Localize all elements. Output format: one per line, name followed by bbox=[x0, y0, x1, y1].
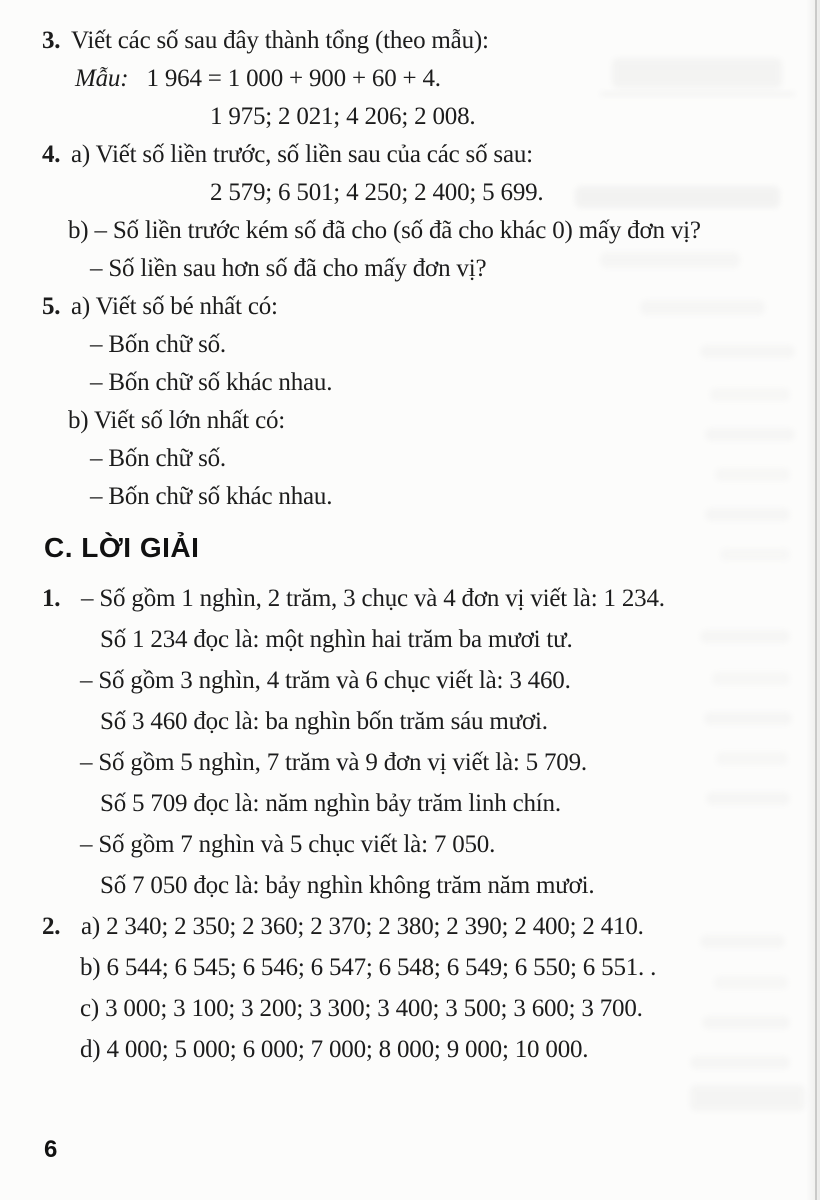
text-line bbox=[80, 824, 800, 865]
line-text: Mẫu: bbox=[75, 65, 129, 92]
text-line bbox=[75, 60, 800, 98]
exercise-section bbox=[42, 22, 800, 516]
page-number: 6 bbox=[44, 1136, 58, 1163]
text-line bbox=[210, 98, 800, 136]
text-line bbox=[90, 250, 800, 288]
line-text: c) 3 000; 3 100; 3 200; 3 300; 3 400; 3 500; 3 600; 3 700. bbox=[80, 995, 643, 1022]
line-text: Số 3 460 đọc là: ba nghìn bốn trăm sáu mươi. bbox=[100, 708, 548, 735]
text-line bbox=[42, 906, 800, 947]
text-line bbox=[100, 865, 800, 906]
line-text: Viết các số sau đây thành tổng (theo mẫu): bbox=[71, 27, 489, 54]
line-text: b) Viết số lớn nhất có: bbox=[68, 407, 286, 434]
text-line bbox=[42, 22, 800, 60]
line-text: 1 975; 2 021; 4 206; 2 008. bbox=[210, 103, 476, 130]
line-text: a) 2 340; 2 350; 2 360; 2 370; 2 380; 2 390; 2 400; 2 410. bbox=[81, 913, 644, 940]
line-text: – Số gồm 3 nghìn, 4 trăm và 6 chục viết là: 3 460. bbox=[80, 667, 571, 694]
line-text: 2 579; 6 501; 4 250; 2 400; 5 699. bbox=[210, 179, 544, 206]
line-text: b) – Số liền trước kém số đã cho (số đã cho khác 0) mấy đơn vị? bbox=[68, 217, 701, 244]
item-number: 4. bbox=[42, 141, 67, 168]
line-text: – Số liền sau hơn số đã cho mấy đơn vị? bbox=[90, 255, 487, 282]
line-text: a) Viết số liền trước, số liền sau của các số sau: bbox=[71, 141, 533, 168]
solutions-section bbox=[42, 578, 800, 1070]
text-line bbox=[100, 783, 800, 824]
item-number: 5. bbox=[42, 293, 67, 320]
text-line bbox=[80, 660, 800, 701]
text-line bbox=[42, 136, 800, 174]
item-number: 3. bbox=[42, 27, 67, 54]
text-line bbox=[90, 364, 800, 402]
text-line bbox=[80, 988, 800, 1029]
item-number: 2. bbox=[42, 913, 67, 940]
line-text: – Số gồm 5 nghìn, 7 trăm và 9 đơn vị viết là: 5 709. bbox=[80, 749, 587, 776]
line-text: Số 5 709 đọc là: năm nghìn bảy trăm linh chín. bbox=[100, 790, 561, 817]
line-text: – Bốn chữ số khác nhau. bbox=[90, 369, 333, 396]
line-text: d) 4 000; 5 000; 6 000; 7 000; 8 000; 9 000; 10 000. bbox=[80, 1036, 589, 1063]
scan-edge-line bbox=[815, 0, 817, 1200]
line-text: – Bốn chữ số khác nhau. bbox=[90, 483, 333, 510]
text-line bbox=[90, 326, 800, 364]
text-line bbox=[68, 212, 800, 250]
bleed-through-artifact bbox=[690, 1085, 805, 1111]
text-line bbox=[100, 619, 800, 660]
line-text: – Số gồm 7 nghìn và 5 chục viết là: 7 050. bbox=[80, 831, 496, 858]
text-line bbox=[42, 578, 800, 619]
line-text: b) 6 544; 6 545; 6 546; 6 547; 6 548; 6 549; 6 550; 6 551. . bbox=[80, 954, 657, 981]
solutions-heading: C. LỜI GIẢI bbox=[44, 532, 200, 563]
text-line bbox=[90, 440, 800, 478]
text-line bbox=[80, 1029, 800, 1070]
text-line bbox=[90, 478, 800, 516]
item-number: 1. bbox=[42, 585, 67, 612]
line-text: Số 1 234 đọc là: một nghìn hai trăm ba mươi tư. bbox=[100, 626, 573, 653]
text-line bbox=[210, 174, 800, 212]
line-text: – Số gồm 1 nghìn, 2 trăm, 3 chục và 4 đơn vị viết là: 1 234. bbox=[81, 585, 665, 612]
text-line bbox=[68, 402, 800, 440]
line-text: Số 7 050 đọc là: bảy nghìn không trăm năm mươi. bbox=[100, 872, 595, 899]
text-line bbox=[100, 701, 800, 742]
text-line bbox=[80, 742, 800, 783]
line-text: a) Viết số bé nhất có: bbox=[71, 293, 278, 320]
text-line bbox=[80, 947, 800, 988]
line-text: – Bốn chữ số. bbox=[90, 331, 226, 358]
line-text: – Bốn chữ số. bbox=[90, 445, 226, 472]
line-text: 1 964 = 1 000 + 900 + 60 + 4. bbox=[128, 65, 441, 92]
page-content bbox=[42, 22, 800, 1070]
text-line bbox=[42, 288, 800, 326]
